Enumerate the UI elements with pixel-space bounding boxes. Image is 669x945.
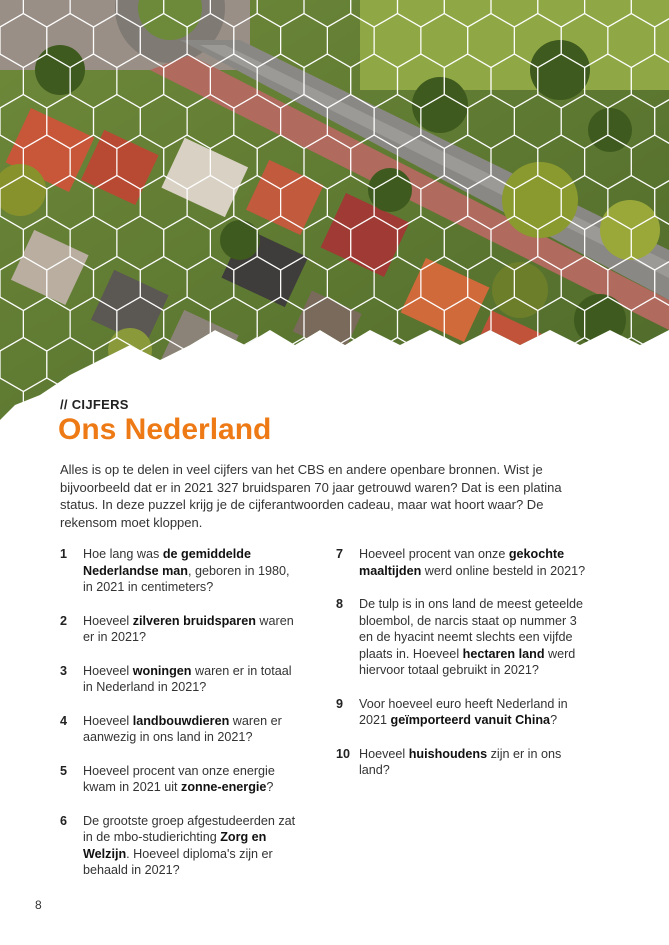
question-keyword: landbouwdieren <box>132 713 230 728</box>
question-number: 8 <box>336 597 344 611</box>
question-fragment: Hoeveel <box>83 613 133 628</box>
question-text <box>83 663 300 696</box>
question-item <box>60 713 300 746</box>
questions-right-column <box>336 546 586 779</box>
question-text <box>359 596 586 679</box>
question-fragment: De tulp is in ons land de meest geteelde bloembol, de narcis staat op nummer 3 en de hyacint neemt slechts een vijfde plaats in. Hoeveel <box>359 597 584 661</box>
question-fragment: waren er in 2021? <box>83 613 294 644</box>
question-item <box>336 696 586 729</box>
question-keyword: zonne-energie <box>181 780 267 794</box>
question-fragment: werd online besteld in 2021? <box>421 563 586 578</box>
question-item <box>336 546 586 579</box>
question-text <box>83 546 300 596</box>
question-fragment: Voor hoeveel euro heeft Nederland in 2021 <box>359 696 568 727</box>
question-fragment: waren er in totaal in Nederland in 2021? <box>83 663 292 694</box>
question-number: 7 <box>336 547 344 561</box>
question-keyword: zilveren bruidsparen <box>132 613 256 628</box>
question-number: 1 <box>60 547 68 561</box>
question-fragment: , geboren in 1980, in 2021 in centimeters? <box>83 563 290 594</box>
question-keyword: gekochte maaltijden <box>359 547 565 578</box>
question-text <box>83 813 300 879</box>
question-text <box>359 696 586 729</box>
question-fragment: Hoeveel <box>83 713 133 728</box>
question-fragment: Hoeveel procent van onze <box>359 547 509 561</box>
question-fragment: . Hoeveel diploma's zijn er behaald in 2021? <box>83 846 273 877</box>
question-item <box>336 746 586 779</box>
intro-paragraph: Alles is op te delen in veel cijfers van het CBS en andere openbare bronnen. Wist je bijvoorbeeld dat er in 2021 327 bruidsparen 70 jaar getrouwd waren? Dat is een platina status. In deze puzzel krijg je de cijferantwoorden cadeau, maar wat hoort waar? De rekensom moet kloppen. <box>60 462 562 530</box>
question-fragment: De grootste groep afgestudeerden zat in de mbo-studierichting <box>83 813 296 844</box>
question-item <box>336 596 586 679</box>
question-number: 2 <box>60 613 68 628</box>
question-fragment: Hoe lang was <box>83 547 163 561</box>
question-number: 5 <box>60 763 68 778</box>
question-item <box>60 663 300 696</box>
question-number: 9 <box>336 696 344 711</box>
question-keyword: de gemiddelde Nederlandse man <box>83 547 251 578</box>
question-item <box>60 813 300 879</box>
question-fragment: Hoeveel <box>83 663 133 678</box>
question-text <box>359 546 586 579</box>
question-text <box>83 713 300 746</box>
section-label: // CIJFERS <box>60 397 129 412</box>
question-number: 6 <box>60 813 68 828</box>
question-text <box>83 613 300 646</box>
page-title: Ons Nederland <box>58 413 272 446</box>
question-item <box>60 546 300 596</box>
page-number: 8 <box>35 898 42 912</box>
question-number: 3 <box>60 663 68 678</box>
question-fragment: Hoeveel <box>359 746 409 761</box>
question-fragment: Hoeveel procent van onze energie kwam in 2021 uit <box>83 763 275 794</box>
question-number: 10 <box>336 746 351 761</box>
question-fragment: zijn er in ons land? <box>359 746 562 777</box>
question-keyword: huishoudens <box>408 746 488 761</box>
question-number: 4 <box>60 713 68 728</box>
question-fragment: ? <box>266 780 274 794</box>
question-text <box>359 746 586 779</box>
question-item <box>60 613 300 646</box>
question-fragment: werd hiervoor totaal gebruikt in 2021? <box>359 646 576 677</box>
question-item <box>60 763 300 796</box>
question-text <box>83 763 300 796</box>
questions-left-column <box>60 546 300 879</box>
question-keyword: geïmporteerd vanuit China <box>390 713 551 727</box>
question-keyword: woningen <box>132 663 192 678</box>
question-fragment: ? <box>550 713 558 727</box>
question-keyword: Zorg en Welzijn <box>83 830 267 861</box>
question-fragment: waren er aanwezig in ons land in 2021? <box>83 713 282 744</box>
question-keyword: hectaren land <box>462 646 545 661</box>
